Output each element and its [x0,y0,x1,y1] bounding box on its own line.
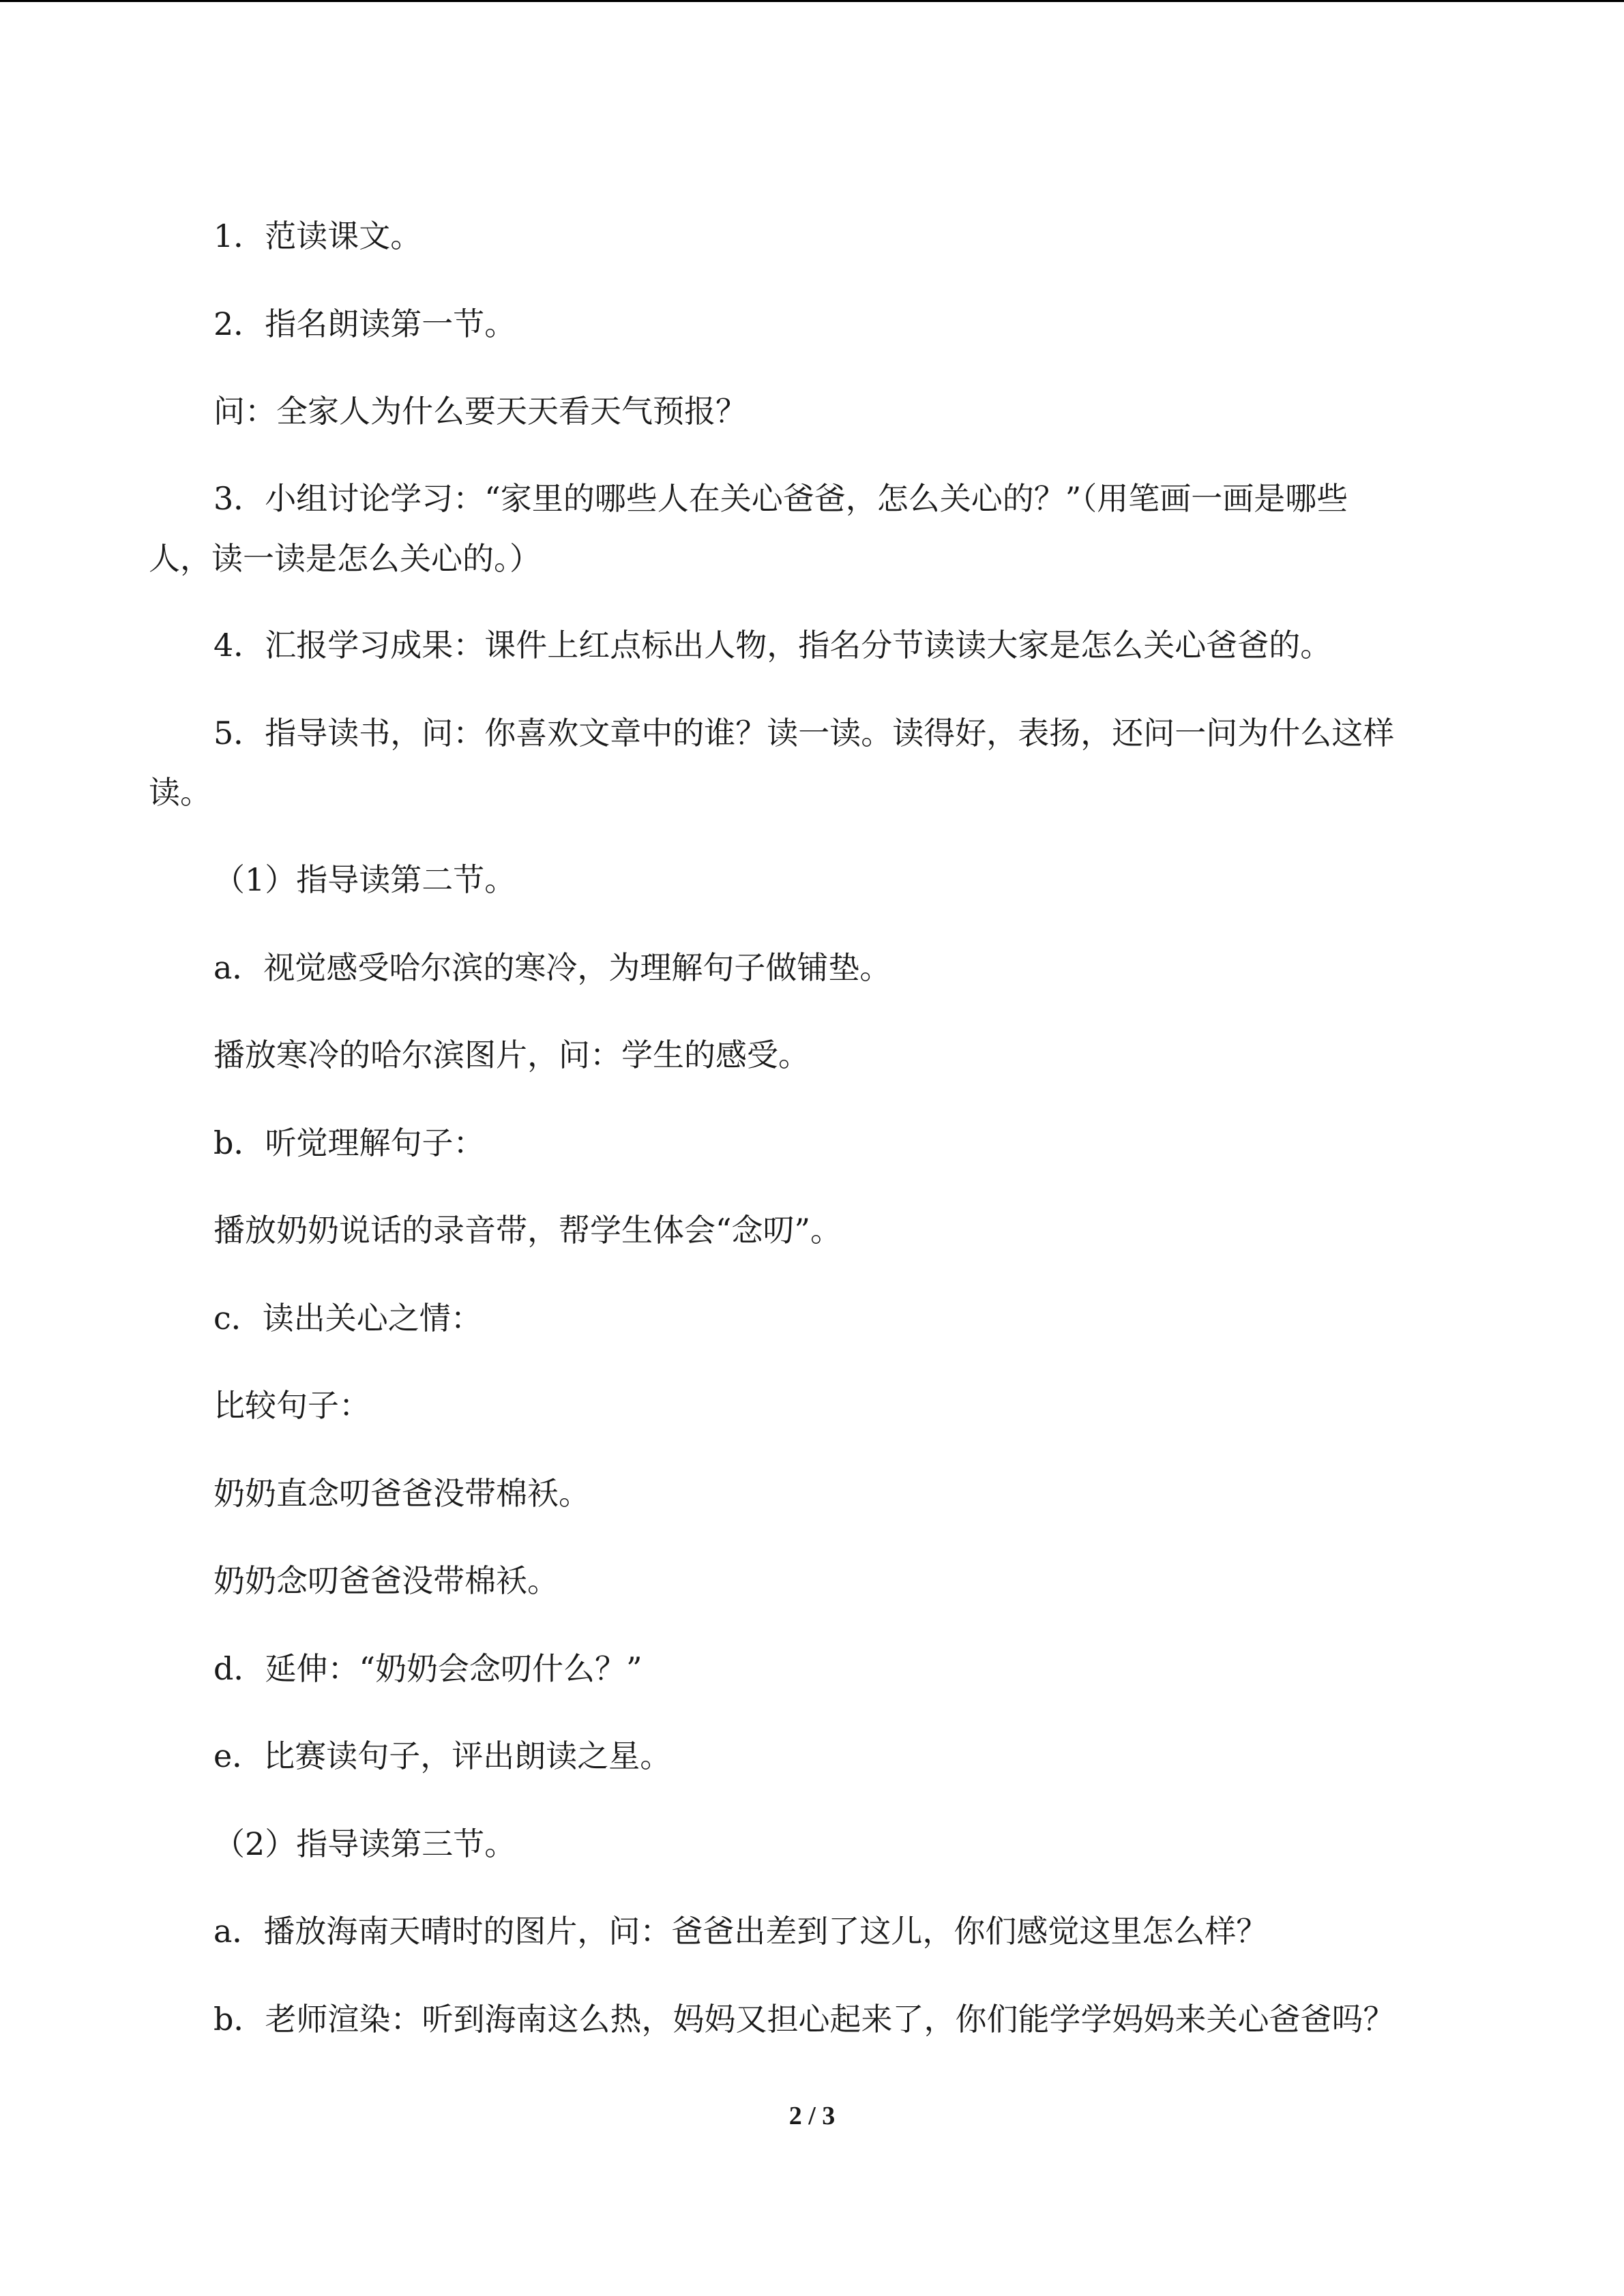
paragraph-sub-1-b-detail: 播放奶奶说话的录音带，帮学生体会“念叨”。 [213,1212,842,1249]
paragraph-sub-1-a-detail: 播放寒冷的哈尔滨图片，问：学生的感受。 [213,1037,810,1073]
paragraph-sub-2: （2）指导读第三节。 [213,1825,516,1862]
top-border [0,0,1624,2]
paragraph-step-4: 4．汇报学习成果：课件上红点标出人物，指名分节读读大家是怎么关心爸爸的。 [213,627,1332,664]
paragraph-sub-1-d: d．延伸：“奶奶会念叨什么？” [213,1650,643,1687]
paragraph-step-5-line-2: 读。 [149,774,211,811]
paragraph-sub-1-e: e．比赛读句子，评出朗读之星。 [213,1738,672,1774]
paragraph-sub-2-a: a．播放海南天晴时的图片，问：爸爸出差到了这儿，你们感觉这里怎么样？ [213,1913,1268,1950]
paragraph-step-3-line-1: 3．小组讨论学习：“家里的哪些人在关心爸爸，怎么关心的？”（用笔画一画是哪些 [213,480,1348,517]
paragraph-step-1: 1．范读课文。 [213,218,422,254]
paragraph-step-2: 2．指名朗读第一节。 [213,305,516,342]
paragraph-step-3-line-2: 人，读一读是怎么关心的。） [149,540,541,577]
paragraph-question-weather: 问：全家人为什么要天天看天气预报？ [213,393,747,430]
paragraph-sub-1-b: b．听觉理解句子： [213,1124,485,1161]
paragraph-sub-1-c-compare: 比较句子： [213,1387,370,1424]
paragraph-sub-2-b: b．老师渲染：听到海南这么热，妈妈又担心起来了，你们能学学妈妈来关心爸爸吗？ [213,2001,1395,2038]
page-number: 2 / 3 [788,2102,836,2130]
paragraph-sentence-2: 奶奶念叨爸爸没带棉袄。 [213,1562,559,1599]
paragraph-step-5-line-1: 5．指导读书，问：你喜欢文章中的谁？读一读。读得好，表扬，还问一问为什么这样 [213,715,1395,751]
paragraph-sub-1-a: a．视觉感受哈尔滨的寒冷，为理解句子做铺垫。 [213,949,891,986]
paragraph-sub-1-c: c．读出关心之情： [213,1300,482,1337]
paragraph-sentence-1: 奶奶直念叨爸爸没带棉袄。 [213,1475,590,1512]
paragraph-sub-1: （1）指导读第二节。 [213,861,516,898]
